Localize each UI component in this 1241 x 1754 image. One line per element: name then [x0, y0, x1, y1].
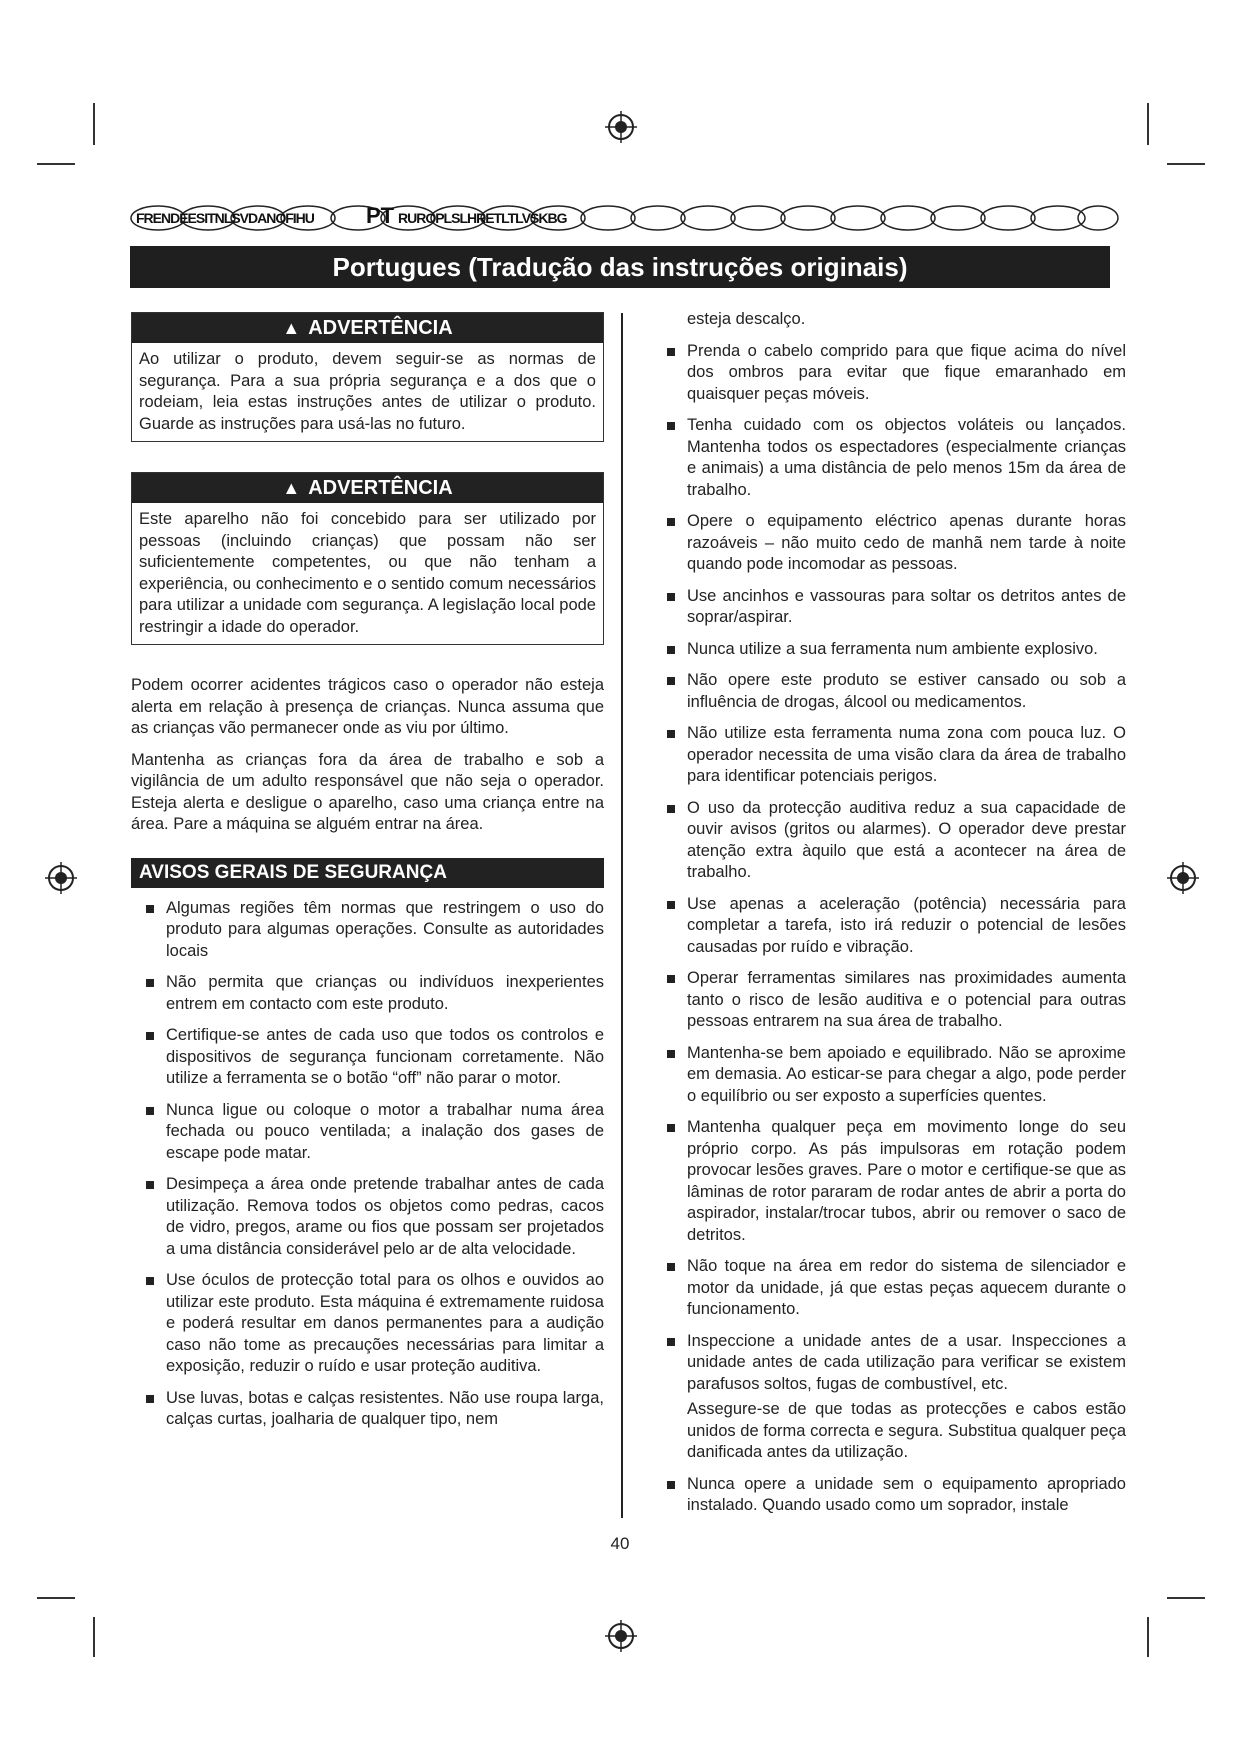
bullet-icon: [667, 348, 675, 356]
bullet-icon: [667, 805, 675, 813]
warning-icon: ▲: [282, 318, 301, 338]
warning-text: Ao utilizar o produto, devem seguir-se as normas de segurança. Para a sua própria segurança e a dos que o rodeiam, leia estas instruções antes de utilizar o produto. Guarde as instruções para usá-las no futuro.: [139, 350, 596, 433]
right-column: [666, 309, 1126, 1527]
list-item: Inspeccione a unidade antes de a usar. Inspecciones a unidade antes de cada utilização para verificar se existem parafusos soltos, fugas de combustível, etc.: [666, 1331, 1126, 1396]
list-item: Certifique-se antes de cada uso que todos os controlos e dispositivos de segurança funcionam corretamente. Não utilize a ferramenta se o botão “off” não parar o motor.: [131, 1025, 604, 1090]
list-item: Desimpeça a área onde pretende trabalhar antes de cada utilização. Remova todos os objetos como pedras, cacos de vidro, pregos, arame ou fios que possam ser projetados a uma distância considerável pelo ar de alta velocidade.: [131, 1174, 604, 1260]
list-item: Mantenha qualquer peça em movimento longe do seu próprio corpo. As pás impulsoras em rotação podem provocar lesões graves. Pare o motor e certifique-se que as lâminas de rotor pararam de rodar antes de abrir a porta do aspirador, instalar/trocar tubos, abrir ou remover o saco de detritos.: [666, 1117, 1126, 1246]
column-divider: [621, 313, 623, 1518]
list-item: Nunca opere a unidade sem o equipamento apropriado instalado. Quando usado como um soprador, instale: [666, 1474, 1126, 1517]
current-language: PT: [366, 203, 395, 228]
list-item: Algumas regiões têm normas que restringem o uso do produto para algumas operações. Consulte as autoridades locais: [131, 898, 604, 963]
bullet-icon: [146, 1032, 154, 1040]
language-codes: FRENDEESITNLSVDANOFIHU: [136, 210, 314, 226]
left-column: [131, 312, 604, 1441]
bullet-icon: [667, 730, 675, 738]
warning-icon: ▲: [282, 478, 301, 498]
warning-text: Este aparelho não foi concebido para ser utilizado por pessoas (incluindo crianças) que possam não ser suficientemente competentes, ou que não tenham a experiência, ou conhecimento e o sentido comum necessários para utilizar a unidade com segurança. A legislação local pode restringir a idade do operador.: [139, 510, 596, 636]
registration-mark-icon: [604, 110, 638, 144]
bullet-icon: [667, 1338, 675, 1346]
paragraph: Assegure-se de que todas as protecções e cabos estão unidos de forma correcta e segura. Substitua qualquer peça danificada antes da utilização.: [687, 1400, 1126, 1461]
bullet-icon: [667, 646, 675, 654]
list-item: Não utilize esta ferramenta numa zona com pouca luz. O operador necessita de uma visão clara da área de trabalho para identificar potenciais perigos.: [666, 723, 1126, 788]
list-item: Nunca ligue ou coloque o motor a trabalhar numa área fechada ou pouco ventilada; a inalação dos gases de escape pode matar.: [131, 1100, 604, 1165]
registration-mark-icon: [1166, 861, 1200, 895]
language-codes-after: RUROPLSLHRETLTLVSKBG: [398, 210, 567, 226]
bullet-icon: [667, 422, 675, 430]
list-item: Opere o equipamento eléctrico apenas durante horas razoáveis – não muito cedo de manhã nem tarde à noite quando pode incomodar as pessoas.: [666, 511, 1126, 576]
crop-mark: [37, 1597, 75, 1599]
list-item: Mantenha-se bem apoiado e equilibrado. Não se aproxime em demasia. Ao esticar-se para chegar a algo, pode perder o equilíbrio ou ser exposto a superfícies quentes.: [666, 1043, 1126, 1108]
bullet-icon: [667, 518, 675, 526]
list-item: Use óculos de protecção total para os olhos e ouvidos ao utilizar este produto. Esta máquina é extremamente ruidosa e poderá resultar em danos permanentes para a audição caso não tome as precauções necessárias para limitar a exposição, reduzir o ruído e usar proteção auditiva.: [131, 1270, 604, 1378]
warning-box: [131, 472, 604, 645]
bullet-icon: [667, 901, 675, 909]
warning-box: [131, 312, 604, 442]
page-title: Portugues (Tradução das instruções originais): [130, 246, 1110, 288]
list-item: Use luvas, botas e calças resistentes. Não use roupa larga, calças curtas, joalharia de qualquer tipo, nem: [131, 1388, 604, 1431]
bullet-icon: [667, 1050, 675, 1058]
bullet-icon: [146, 1107, 154, 1115]
crop-mark: [93, 1617, 95, 1657]
bullet-icon: [146, 1181, 154, 1189]
bullet-icon: [667, 1481, 675, 1489]
list-item: Não permita que crianças ou indivíduos inexperientes entrem em contacto com este produto.: [131, 972, 604, 1015]
continuation-text: esteja descalço.: [687, 310, 806, 328]
crop-mark: [1147, 1617, 1149, 1657]
list-item: Operar ferramentas similares nas proximidades aumenta tanto o risco de lesão auditiva e o potencial para outras pessoas entrarem na sua área de trabalho.: [666, 968, 1126, 1033]
crop-mark: [1167, 163, 1205, 165]
warning-heading-text: ADVERTÊNCIA: [308, 317, 453, 339]
bullet-icon: [667, 975, 675, 983]
bullet-icon: [667, 1124, 675, 1132]
section-heading: AVISOS GERAIS DE SEGURANÇA: [131, 858, 604, 888]
registration-mark-icon: [604, 1619, 638, 1653]
bullet-icon: [146, 1395, 154, 1403]
list-item: Não opere este produto se estiver cansado ou sob a influência de drogas, álcool ou medicamentos.: [666, 670, 1126, 713]
list-item: Prenda o cabelo comprido para que fique acima do nível dos ombros para evitar que fique emaranhado em quaisquer peças móveis.: [666, 341, 1126, 406]
list-item: Nunca utilize a sua ferramenta num ambiente explosivo.: [666, 639, 1126, 661]
paragraph: Podem ocorrer acidentes trágicos caso o operador não esteja alerta em relação à presença de crianças. Nunca assuma que as crianças vão permanecer onde as viu por último.: [131, 676, 604, 737]
list-item: Tenha cuidado com os objectos voláteis ou lançados. Mantenha todos os espectadores (especialmente crianças e animais) a uma distância de pelo menos 15m da área de trabalho.: [666, 415, 1126, 501]
bullet-icon: [146, 905, 154, 913]
crop-mark: [1147, 103, 1149, 145]
crop-mark: [93, 103, 95, 145]
page-number: 40: [610, 1534, 630, 1553]
bullet-icon: [667, 677, 675, 685]
list-item: Não toque na área em redor do sistema de silenciador e motor da unidade, já que estas peças aquecem durante o funcionamento.: [666, 1256, 1126, 1321]
bullet-icon: [146, 1277, 154, 1285]
list-item: Use ancinhos e vassouras para soltar os detritos antes de soprar/aspirar.: [666, 586, 1126, 629]
warning-heading: [132, 473, 603, 503]
crop-mark: [1167, 1597, 1205, 1599]
crop-mark: [37, 163, 75, 165]
bullet-icon: [146, 979, 154, 987]
warning-heading-text: ADVERTÊNCIA: [308, 477, 453, 499]
safety-list: [131, 898, 604, 1431]
warning-heading: [132, 313, 603, 343]
list-item: Use apenas a aceleração (potência) necessária para completar a tarefa, isto irá reduzir o potencial de lesões causadas por ruído e vibração.: [666, 894, 1126, 959]
bullet-icon: [667, 593, 675, 601]
list-item: O uso da protecção auditiva reduz a sua capacidade de ouvir avisos (gritos ou alarmes). O operador deve prestar atenção extra àquilo que está a acontecer na área de trabalho.: [666, 798, 1126, 884]
bullet-icon: [667, 1263, 675, 1271]
safety-list-last: [666, 1474, 1126, 1517]
paragraph: Mantenha as crianças fora da área de trabalho e sob a vigilância de um adulto responsável que não seja o operador. Esteja alerta e desligue o aparelho, caso uma criança entre na área. Pare a máquina se alguém entrar na área.: [131, 750, 604, 833]
registration-mark-icon: [44, 861, 78, 895]
safety-list-continued: [666, 341, 1126, 1396]
language-bar: [130, 203, 1120, 233]
